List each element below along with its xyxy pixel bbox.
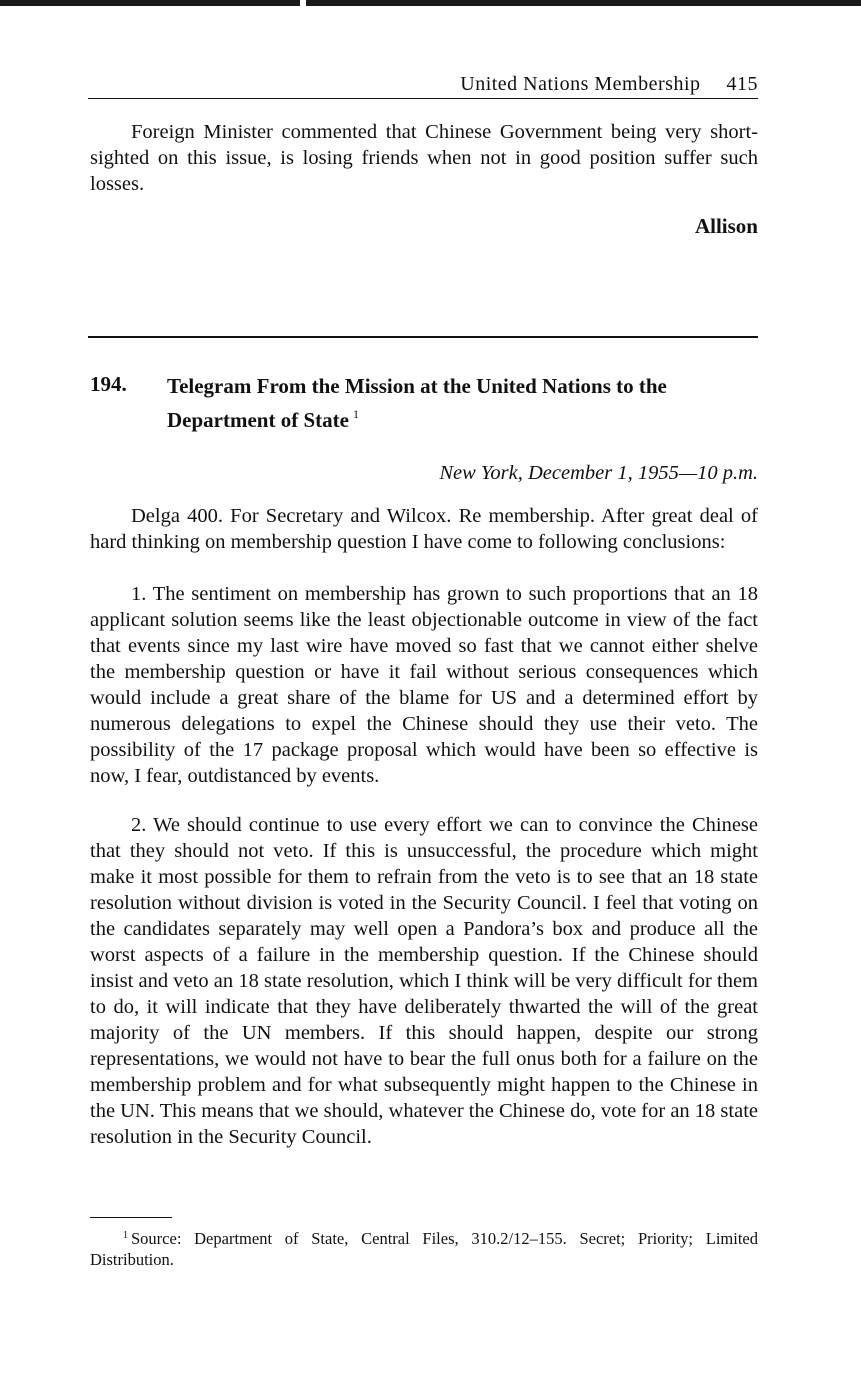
dateline: New York, December 1, 1955—10 p.m. bbox=[439, 462, 758, 484]
paragraph-intro: Delga 400. For Secretary and Wilcox. Re membership. After great deal of hard thinking on membership question I have come to following conclusions: bbox=[90, 505, 758, 553]
document-title-text: Telegram From the Mission at the United Nations to the Department of State bbox=[167, 374, 667, 432]
paragraph-point-1: 1. The sentiment on membership has grown to such proportions that an 18 applicant solution seems like the least objectionable outcome in view of the fact that events since my last wire have moved so fast that we cannot either shelve the membership question or have it fail without serious consequences which would include a great share of the blame for US and a determined effort by numerous delegations to expel the Chinese should they use their veto. The possibility of the 17 package proposal which would have been so effective is now, I fear, outdistanced by events. bbox=[90, 583, 758, 787]
page-number: 415 bbox=[726, 73, 758, 95]
document-title bbox=[167, 372, 767, 434]
page-top-edge-gap bbox=[300, 0, 306, 6]
footnote-marker: 1 bbox=[123, 1230, 128, 1241]
title-footnote-marker[interactable]: 1 bbox=[352, 407, 359, 421]
footnote-text: Source: Department of State, Central Files, 310.2/12–155. Secret; Priority; Limited Distribution. bbox=[90, 1229, 758, 1269]
page-top-edge bbox=[0, 0, 861, 6]
closing-paragraph: Foreign Minister commented that Chinese Government being very short-sighted on this issue, is losing friends when not in good position suffer such losses. bbox=[90, 121, 758, 195]
document-number: 194. bbox=[90, 372, 127, 396]
running-head bbox=[88, 70, 758, 99]
section-divider bbox=[88, 336, 758, 338]
footnote bbox=[90, 1225, 758, 1270]
running-head-title: United Nations Membership bbox=[460, 73, 701, 95]
footnote-divider bbox=[90, 1217, 172, 1218]
paragraph-point-2: 2. We should continue to use every effort we can to convince the Chinese that they should not veto. If this is unsuccessful, the procedure which might make it most possible for them to refrain from the veto is to see that an 18 state resolution without division is voted in the Security Council. I feel that voting on the candidates separately may well open a Pandora’s box and produce all the worst aspects of a failure in the membership question. If the Chinese should insist and veto an 18 state resolution, which I think will be very difficult for them to do, it will indicate that they have deliberately thwarted the will of the great majority of the UN members. If this should happen, despite our strong representations, we would not have to bear the full onus both for a failure on the membership problem and for what subsequently might happen to the Chinese in the UN. This means that we should, whatever the Chinese do, vote for an 18 state resolution in the Security Council. bbox=[90, 814, 758, 1148]
signature: Allison bbox=[694, 214, 758, 238]
